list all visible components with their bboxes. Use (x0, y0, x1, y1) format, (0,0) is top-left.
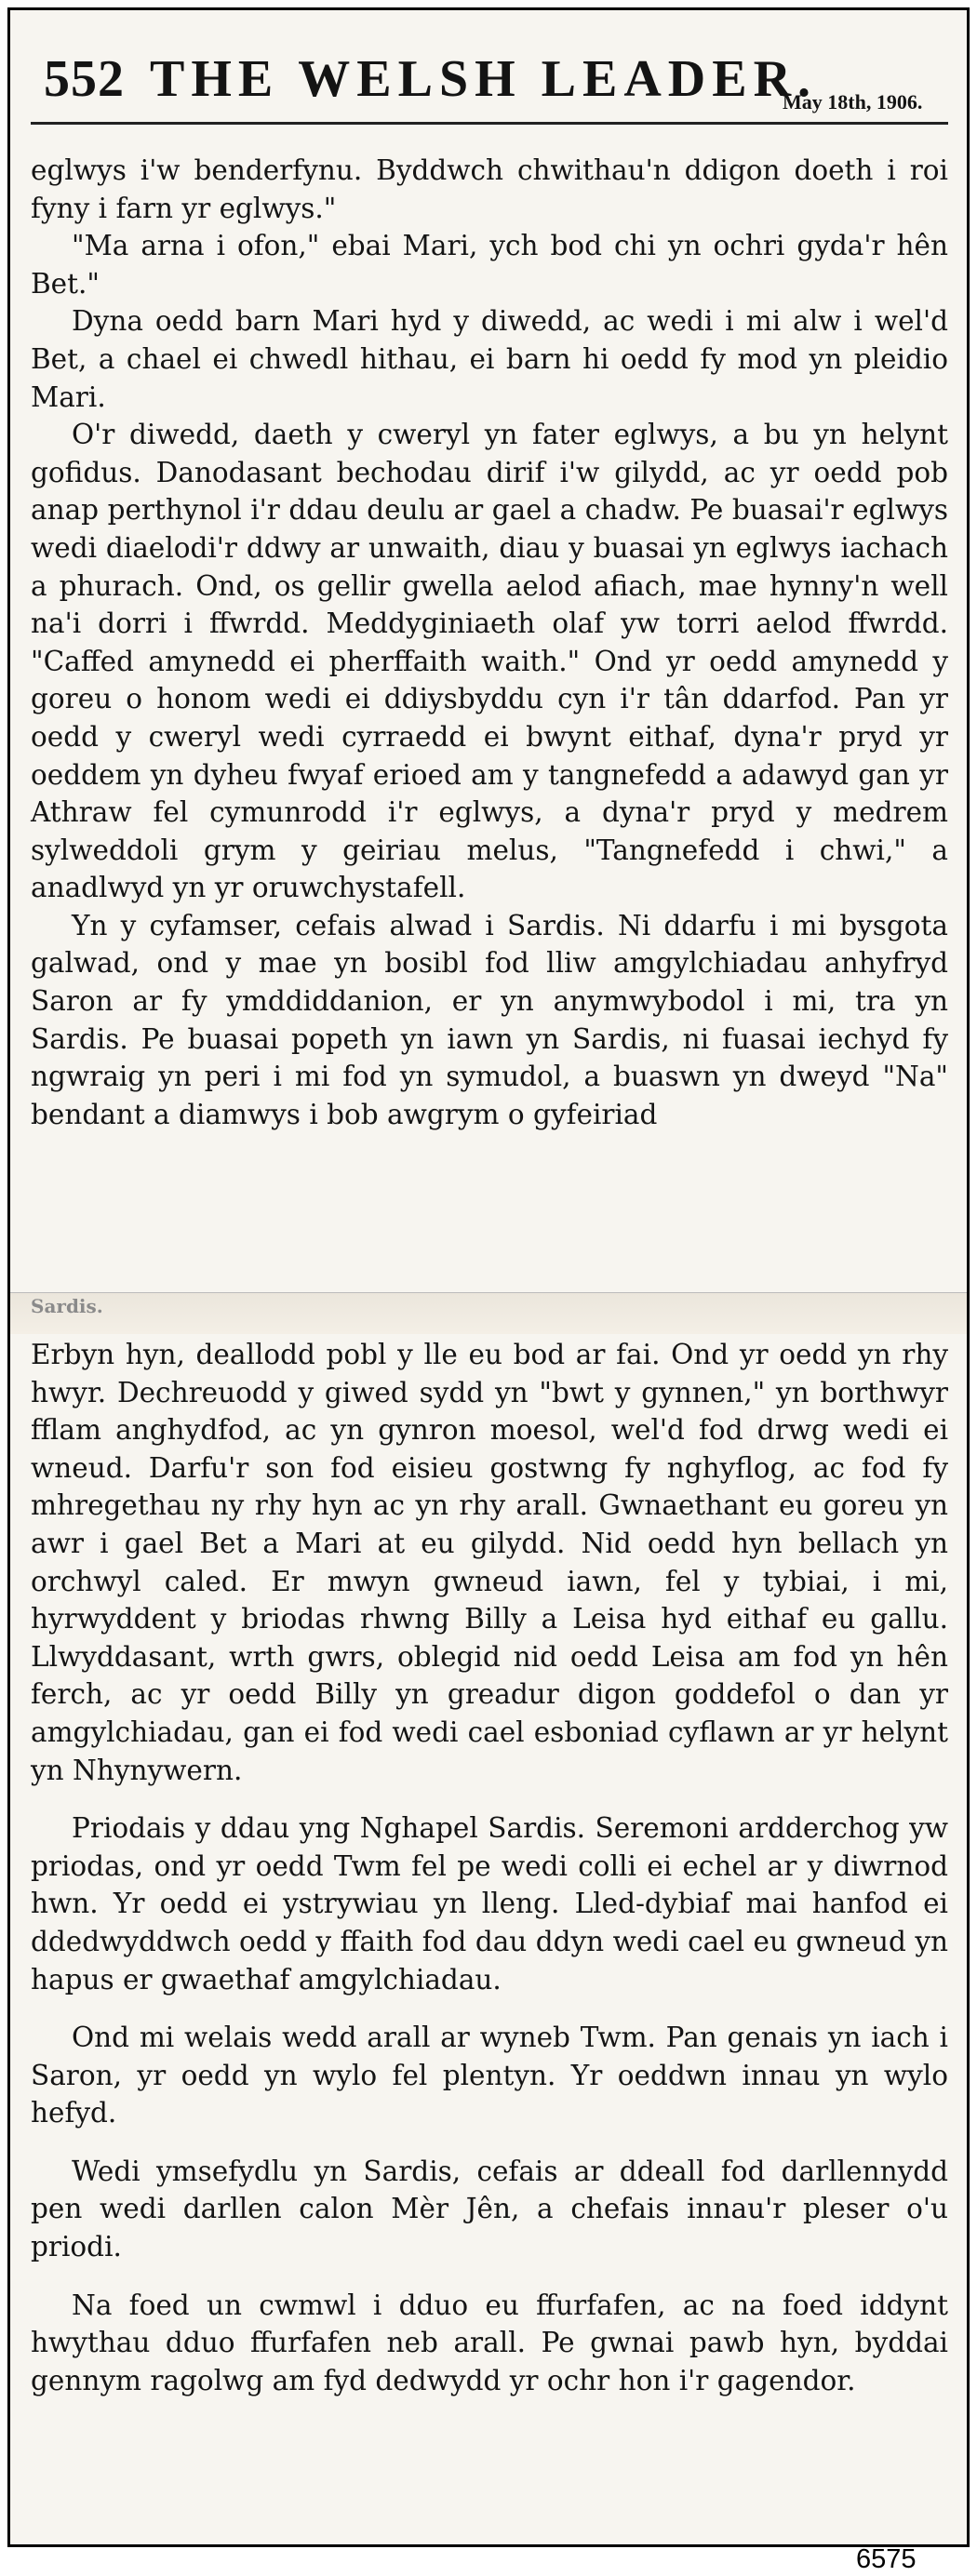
paragraph: "Ma arna i ofon," ebai Mari, ych bod chi yn ochri gyda'r hên Bet." (31, 230, 948, 300)
paragraph: Erbyn hyn, deallodd pobl y lle eu bod ar fai. Ond yr oedd yn rhy hwyr. Dechreuodd y giwed sydd yn "bwt y gynnen," yn borthwyr fflam anghydfod, ac yn gynron moesol, wel'd fod drwg wedi ei wneud. Darfu'r son fod eisieu gostwng fy nghyflog, ac fod fy mhregethau ny rhy hyn ac yn rhy arall. Gwnaethant eu goreu yn awr i gael Bet a Mari at eu gilydd. Nid oedd hyn bellach yn orchwyl caled. Er mwyn gwneud iawn, fel y tybiai, i mi, hyrwyddent y briodas rhwng Billy a Leisa hyd eithaf eu gallu. Llwyddasant, wrth gwrs, oblegid nid oedd Leisa am fod yn hên ferch, ac yr oedd Billy yn greadur digon goddefol o dan yr amgylchiadau, gan ei fod wedi cael esboniad cyflawn ar yr helynt yn Nhynywern. (31, 1339, 948, 1786)
newspaper-title: THE WELSH LEADER. (150, 50, 818, 108)
paragraph: O'r diwedd, daeth y cweryl yn fater eglwys, a bu yn helynt gofidus. Danodasant bechodau dirif i'w gilydd, ac yr oedd pob anap perthynol i'r ddau deulu ar gael a chadw. Pe buasai'r eglwys wedi diaelodi'r ddwy ar unwaith, diau y buasai yn eglwys iachach a phurach. Ond, os gellir gwella aelod afiach, mae hynny'n well na'i dorri i ffwrdd. Meddyginiaeth olaf yw torri aelod ffwrdd. "Caffed amynedd ei pherffaith waith." Ond yr oedd amynedd y goreu o honom wedi ei ddiysbyddu cyn i'r tân ddarfod. Pan yr oedd y cweryl wedi cyrraedd ei bwynt eithaf, dyna'r pryd yr oeddem yn dyheu fwyaf erioed am y tangnefedd a adawyd gan yr Athraw fel cymunrodd i'r eglwys, a dyna'r pryd y medrem sylweddoli grym y geiriau melus, "Tangnefedd i chwi," a anadlwyd yn yr oruwchystafell. (31, 419, 948, 904)
issue-date: May 18th, 1906. (783, 90, 923, 113)
paragraph: Na foed un cwmwl i dduo eu ffurfafen, ac na foed iddynt hwythau dduo ffurfafen neb arall. Pe gwnai pawb hyn, byddai gennym ragolwg am fyd dedwydd yr ochr hon i'r gagendor. (31, 2289, 948, 2396)
paragraph: eglwys i'w benderfynu. Byddwch chwithau'n ddigon doeth i roi fyny i farn yr eglwys." (31, 154, 948, 224)
newspaper-clipping (7, 7, 970, 2547)
paragraph: Wedi ymsefydlu yn Sardis, cefais ar ddeall fod darllennydd pen wedi darllen calon Mèr Jên, a chefais innau'r pleser o'u priodi. (31, 2155, 948, 2263)
page-number: 552 (44, 50, 125, 108)
paragraph: Yn y cyfamser, cefais alwad i Sardis. Ni ddarfu i mi bysgota galwad, ond y mae yn bosibl fod lliw amgylchiadau anhyfryd Saron ar fy ymddiddanion, er yn anymwybodol i mi, tra yn Sardis. Pe buasai popeth yn iawn yn Sardis, ni fuasai iechyd fy ngwraig yn peri i mi fod yn symudol, a buaswn yn dweyd "Na" bendant a diamwys i bob awgrym o gyfeiriad (31, 909, 948, 1130)
clipping-join (10, 1292, 967, 1334)
masthead (31, 10, 948, 125)
column-text-bottom (31, 1336, 948, 2399)
paragraph: Ond mi welais wedd arall ar wyneb Twm. Pan genais yn iach i Saron, yr oedd yn wylo fel plentyn. Yr oeddwn innau yn wylo hefyd. (31, 2022, 948, 2129)
column-text-top (31, 152, 948, 1133)
page-id: 6575 (856, 2544, 917, 2574)
cut-fragment: Sardis. (31, 1295, 103, 1317)
paragraph: Priodais y ddau yng Nghapel Sardis. Seremoni ardderchog yw priodas, ond yr oedd Twm fel pe wedi colli ei echel ar y diwrnod hwn. Yr oedd ei ystrywiau yn lleng. Lled-dybiaf mai hanfod ei ddedwyddwch oedd y ffaith fod dau ddyn wedi cael eu gwneud yn hapus er gwaethaf amgylchiadau. (31, 1812, 948, 1995)
paragraph: Dyna oedd barn Mari hyd y diwedd, ac wedi i mi alw i wel'd Bet, a chael ei chwedl hithau, ei barn hi oedd fy mod yn pleidio Mari. (31, 305, 948, 413)
